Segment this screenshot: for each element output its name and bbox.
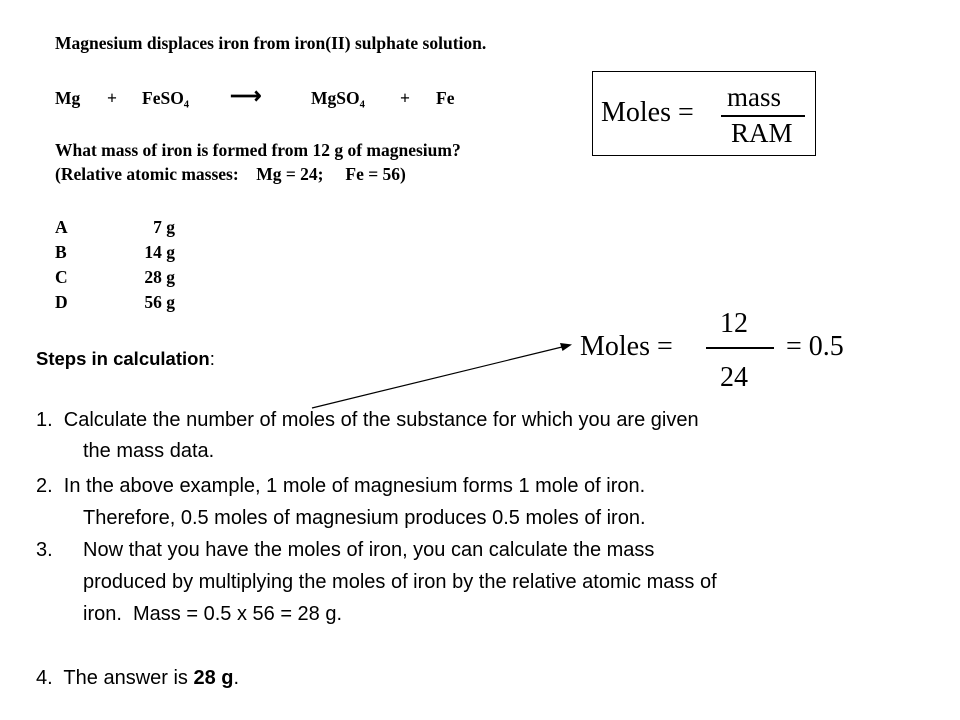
option-value: 56 g [144, 292, 175, 312]
option-value: 28 g [144, 267, 175, 287]
reactant-mg: Mg [55, 88, 81, 108]
step-1-line-2: the mass data. [83, 440, 215, 462]
step-2-line-2: Therefore, 0.5 moles of magnesium produces 0.5 moles of iron. [83, 507, 646, 529]
step-4 [36, 663, 239, 694]
reactant-feso4: FeSO₄ [142, 88, 190, 108]
step-2-line-1: 2. In the above example, 1 mole of magnesium forms 1 mole of iron. [36, 475, 646, 497]
question-title: Magnesium displaces iron from iron(II) sulphate solution. [55, 33, 487, 53]
step-4-prefix: 4. The answer is [36, 667, 194, 689]
final-answer: 28 g [193, 667, 234, 689]
steps-heading [36, 343, 215, 375]
option-letter: B [55, 242, 67, 262]
option-letter: A [55, 217, 68, 237]
step-4-suffix: . [233, 667, 240, 689]
steps-heading-colon: : [209, 348, 215, 369]
step-3-line-1: Now that you have the moles of iron, you can calculate the mass [83, 539, 655, 561]
question-prompt: What mass of iron is formed from 12 g of magnesium? [55, 140, 461, 160]
step-1-line-1: 1. Calculate the number of moles of the substance for which you are given [36, 409, 699, 431]
step-3-line-3: iron. Mass = 0.5 x 56 = 28 g. [83, 603, 343, 625]
relative-atomic-masses: (Relative atomic masses: Mg = 24; Fe = 56) [55, 164, 406, 184]
arrow-line [312, 347, 562, 408]
product-fe: Fe [436, 88, 455, 108]
calc-denominator: 24 [720, 362, 748, 393]
calc-label: Moles = [580, 331, 673, 362]
calc-numerator: 12 [720, 308, 748, 339]
product-mgso4: MgSO₄ [311, 88, 365, 108]
option-value: 14 g [144, 242, 175, 262]
reaction-arrow: ⟶ [230, 83, 262, 108]
plus-sign: + [400, 88, 410, 108]
option-value: 7 g [153, 217, 175, 237]
formula-label: Moles = [601, 97, 694, 128]
formula-denominator: RAM [731, 118, 793, 148]
step-3-line-2: produced by multiplying the moles of iron by the relative atomic mass of [83, 571, 717, 593]
plus-sign: + [107, 88, 117, 108]
formula-numerator: mass [727, 82, 781, 112]
option-letter: C [55, 267, 68, 287]
calc-result: = 0.5 [786, 331, 844, 362]
steps-heading-text: Steps in calculation [36, 348, 210, 369]
step-3-number: 3. [36, 539, 53, 561]
arrow-head-icon [560, 343, 572, 351]
option-letter: D [55, 292, 68, 312]
